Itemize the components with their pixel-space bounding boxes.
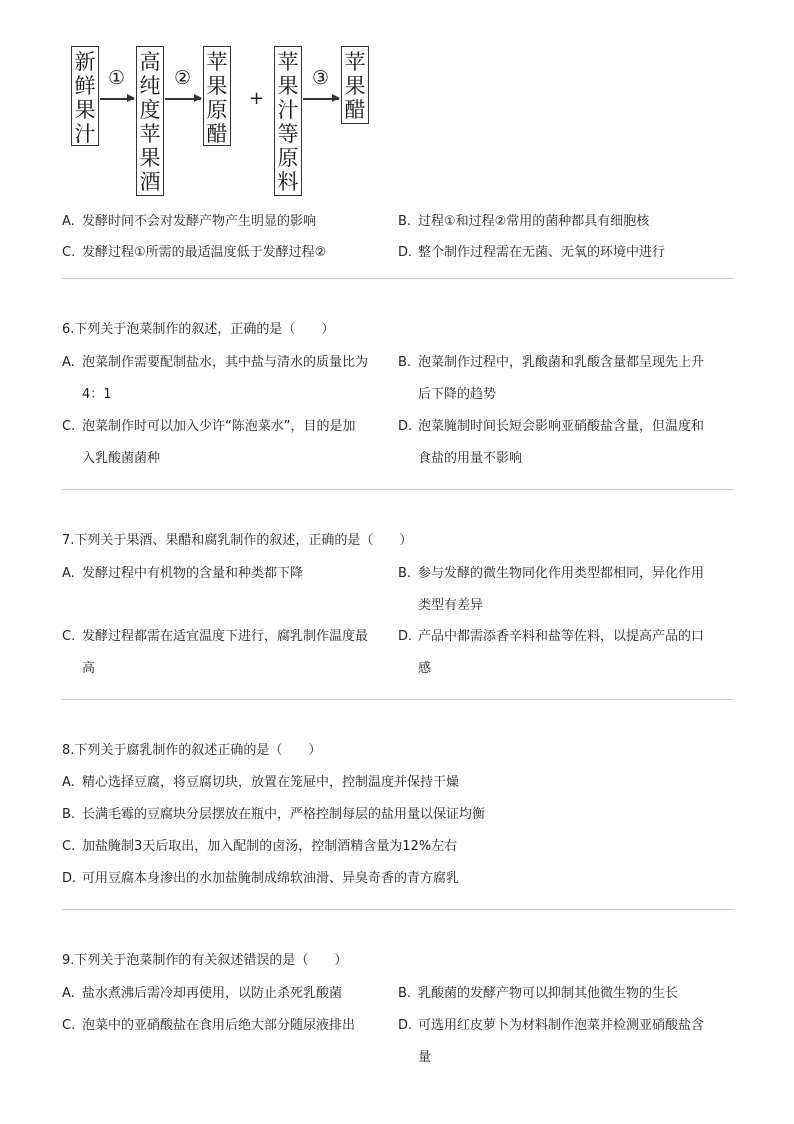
arrow-3 [303,98,339,100]
divider [62,699,734,700]
arrow-1 [100,98,134,100]
q9-option-b: B. 乳酸菌的发酵产物可以抑制其他微生物的生长 [398,986,679,1001]
question-6-stem: 6.下列关于泡菜制作的叙述，正确的是（ ） [62,322,335,337]
divider [62,278,734,279]
step-label-1: ① [108,67,126,89]
q7-option-b: B. 参与发酵的微生物同化作用类型都相同，异化作用 类型有差异 [398,566,705,613]
plus-sign: + [249,88,265,109]
box-fresh-juice: 新 鲜 果 汁 [71,46,99,146]
box-apple-vinegar: 苹 果 醋 [341,46,369,124]
q6-option-a: A. 泡菜制作需要配制盐水，其中盐与清水的质量比为 4：1 [62,355,369,402]
box-apple-raw-vinegar: 苹 果 原 醋 [203,46,231,146]
question-8-stem: 8.下列关于腐乳制作的叙述正确的是（ ） [62,743,322,758]
question-7-stem: 7.下列关于果酒、果醋和腐乳制作的叙述，正确的是（ ） [62,533,413,548]
process-flow-diagram [68,42,388,202]
step-label-3: ③ [312,67,330,89]
q7-option-d: D. 产品中都需添香辛料和盐等佐料，以提高产品的口 感 [398,629,705,676]
divider [62,909,734,910]
q9-option-c: C. 泡菜中的亚硝酸盐在食用后绝大部分随尿液排出 [62,1018,356,1033]
q7-option-c: C. 发酵过程都需在适宜温度下进行，腐乳制作温度最 高 [62,629,369,676]
q9-option-d: D. 可选用红皮萝卜为材料制作泡菜并检测亚硝酸盐含 量 [398,1018,705,1065]
q6-option-c: C. 泡菜制作时可以加入少许“陈泡菜水”，目的是加 入乳酸菌菌种 [62,419,356,466]
box-apple-juice-materials: 苹 果 汁 等 原 料 [274,46,302,196]
arrow-2 [165,98,201,100]
q7-option-a: A. 发酵过程中有机物的含量和种类都下降 [62,566,304,581]
question-9-stem: 9.下列关于泡菜制作的有关叙述错误的是（ ） [62,953,348,968]
q6-option-d: D. 泡菜腌制时间长短会影响亚硝酸盐含量，但温度和 食盐的用量不影响 [398,419,705,466]
q9-option-a: A. 盐水煮沸后需冷却再使用，以防止杀死乳酸菌 [62,986,343,1001]
q6-option-b: B. 泡菜制作过程中，乳酸菌和乳酸含量都呈现先上升 后下降的趋势 [398,355,705,402]
box-high-purity-apple-wine: 高 纯 度 苹 果 酒 [136,46,164,196]
step-label-2: ② [174,67,192,89]
divider [62,489,734,490]
